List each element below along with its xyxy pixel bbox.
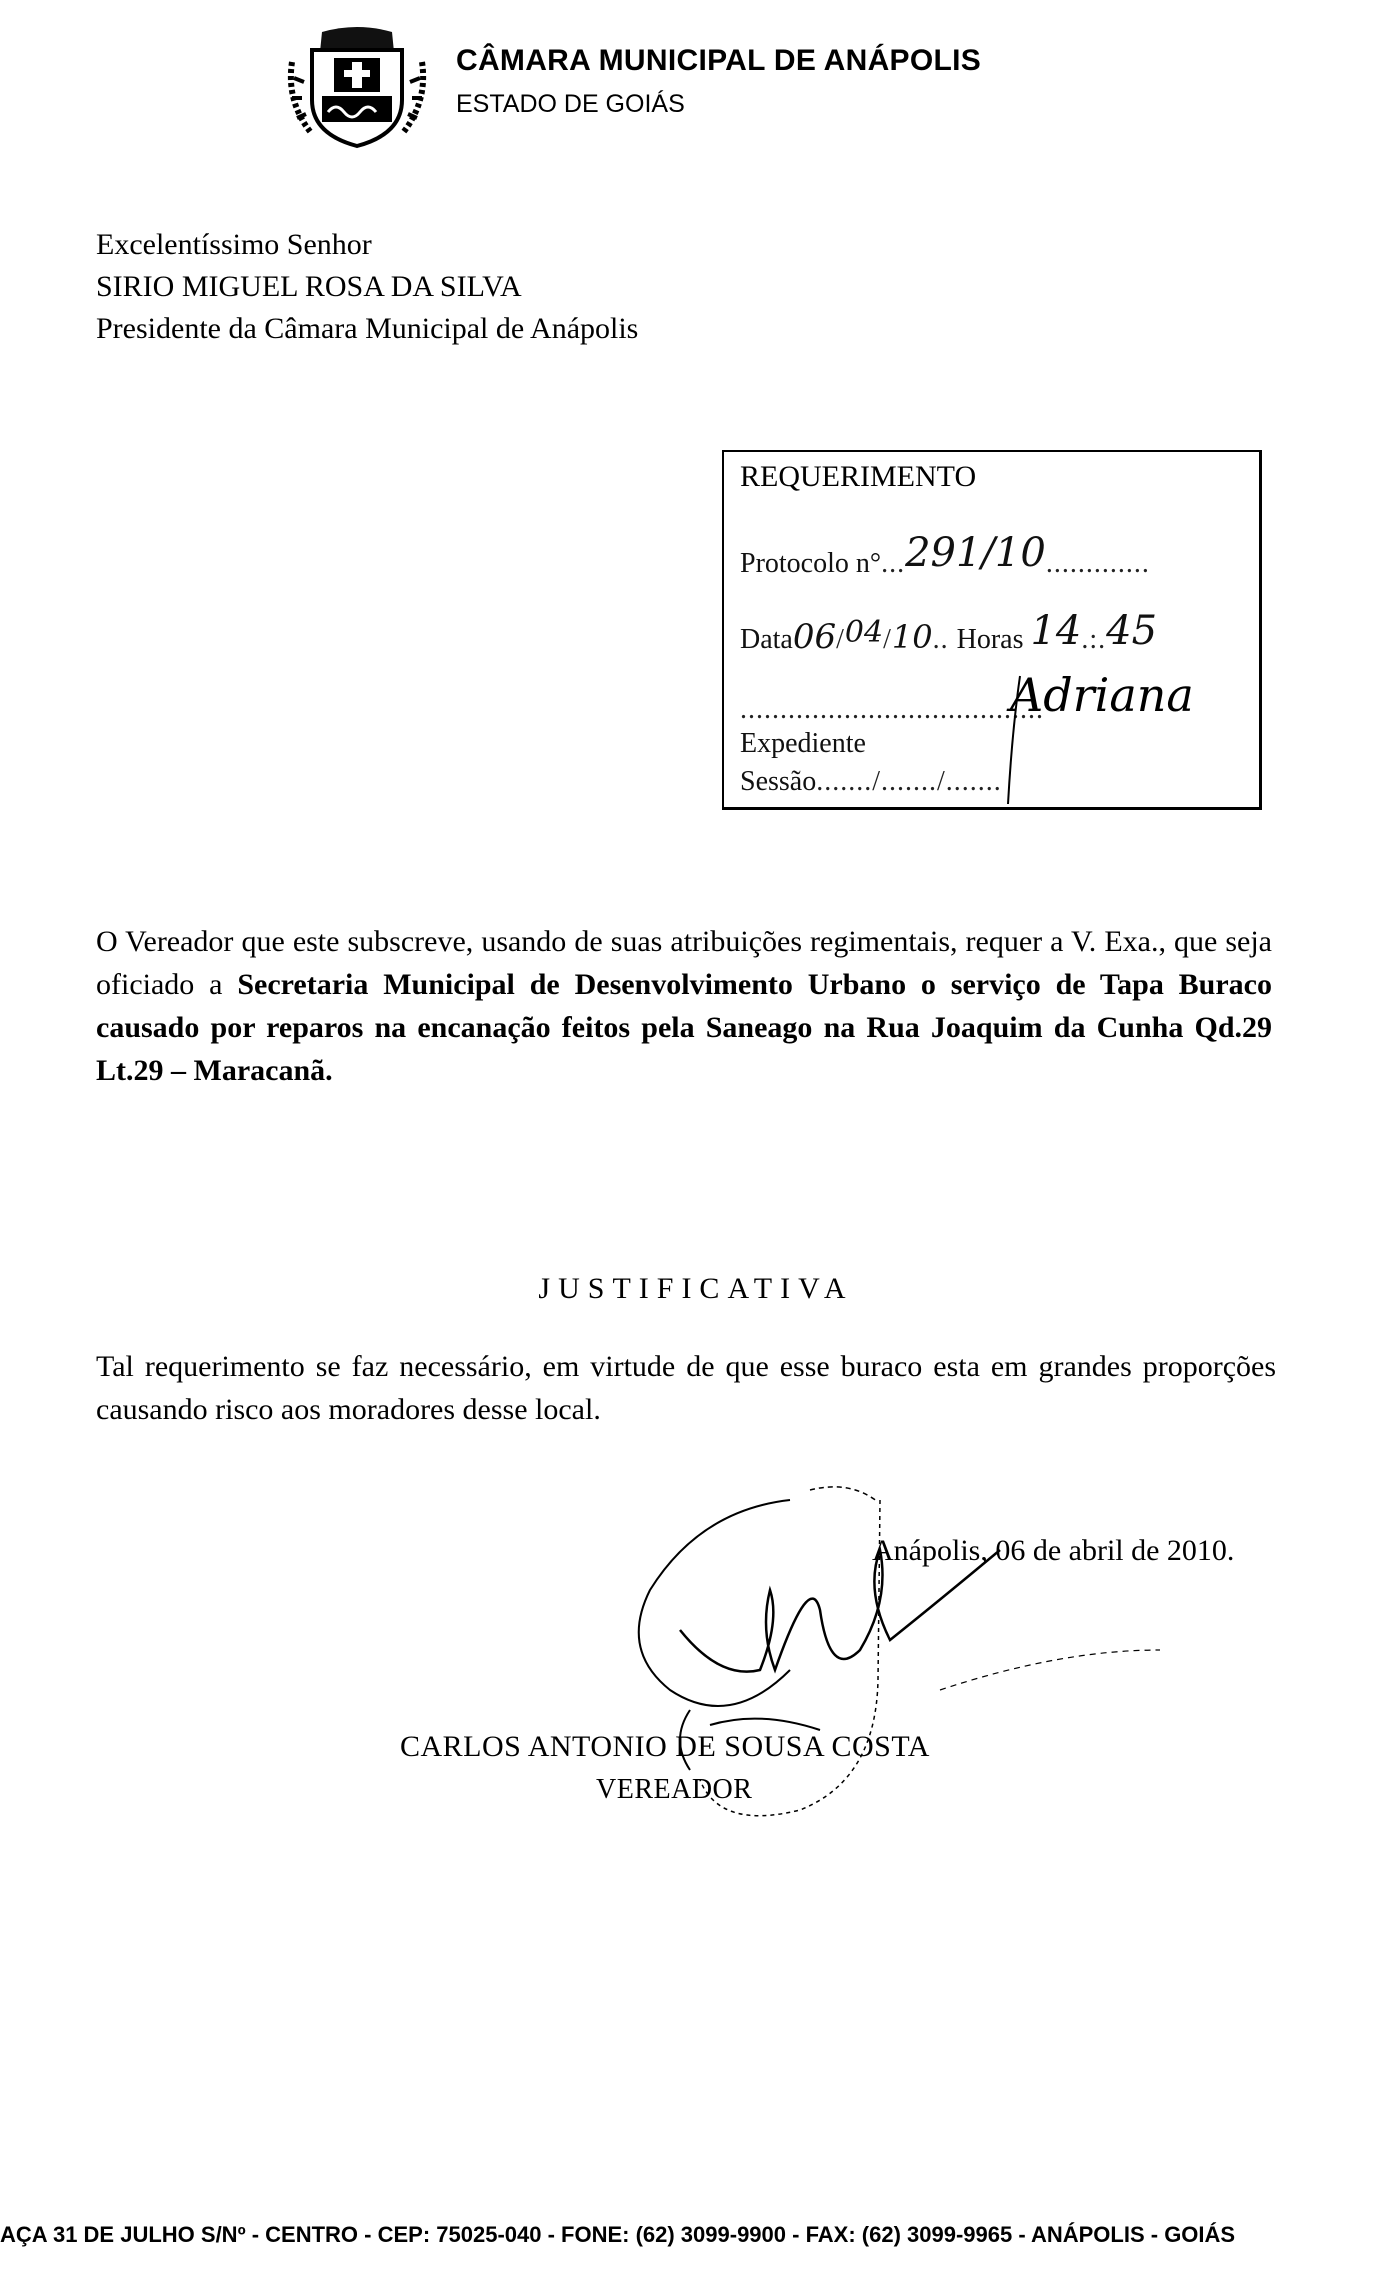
protocolo-label: Protocolo n°: [740, 548, 882, 579]
request-intro: O Vereador que este subscreve, usando de suas atribuições regimentais, requer a V. Exa., que seja oficiado a: [96, 925, 1272, 1001]
addressee-block: [96, 224, 638, 350]
sessao-row: Sessão......./......./.......: [740, 766, 1002, 797]
institution-subtitle: ESTADO DE GOIÁS: [456, 90, 685, 118]
protocolo-row: Protocolo n°...291/10.............: [740, 530, 1150, 579]
institution-title: CÂMARA MUNICIPAL DE ANÁPOLIS: [456, 44, 982, 77]
horas-hour: 14: [1030, 608, 1082, 654]
stamp-signer-signature: Adriana: [1010, 668, 1194, 722]
footer-address: AÇA 31 DE JULHO S/Nº - CENTRO - CEP: 75025-040 - FONE: (62) 3099-9900 - FAX: (62) 3099-9965 - ANÁPOLIS - GOIÁS: [0, 2222, 1236, 2247]
justificativa-heading: JUSTIFICATIVA: [538, 1272, 854, 1305]
request-bold-text: Secretaria Municipal de Desenvolvimento Urbano o serviço de Tapa Buraco causado por reparos na encanação feitos pela Saneago na Rua Joaquim da Cunha Qd.29 Lt.29 – Maracanã.: [96, 968, 1273, 1087]
addressee-title: Presidente da Câmara Municipal de Anápolis: [96, 312, 639, 345]
place-date: Anápolis, 06 de abril de 2010.: [872, 1534, 1235, 1567]
signer-dotted-line: ......................................: [740, 694, 1044, 725]
data-label: Data: [740, 624, 793, 655]
addressee-salutation: Excelentíssimo Senhor: [96, 228, 372, 261]
signer-name: CARLOS ANTONIO DE SOUSA COSTA: [400, 1730, 930, 1763]
request-paragraph: [96, 920, 1272, 1092]
data-horas-row: Data06/04/10.. Horas 14.:.45: [740, 608, 1158, 657]
stamp-title: REQUERIMENTO: [740, 460, 977, 493]
data-month: 04: [844, 615, 884, 650]
justificativa-paragraph: Tal requerimento se faz necessário, em virtude de que esse buraco esta em grandes proporções causando risco aos moradores desse local.: [96, 1350, 1276, 1426]
horas-minute: 45: [1106, 608, 1158, 654]
protocolo-value: 291/10: [905, 530, 1046, 576]
signer-role: VEREADOR: [596, 1774, 753, 1805]
sessao-label: Sessão: [740, 766, 817, 797]
horas-label: Horas: [956, 624, 1024, 655]
expediente-label: Expediente: [740, 728, 866, 759]
coat-of-arms-logo: [282, 22, 432, 152]
data-day: 06: [792, 617, 837, 657]
data-year: 10: [891, 618, 933, 656]
addressee-name: SIRIO MIGUEL ROSA DA SILVA: [96, 270, 522, 303]
